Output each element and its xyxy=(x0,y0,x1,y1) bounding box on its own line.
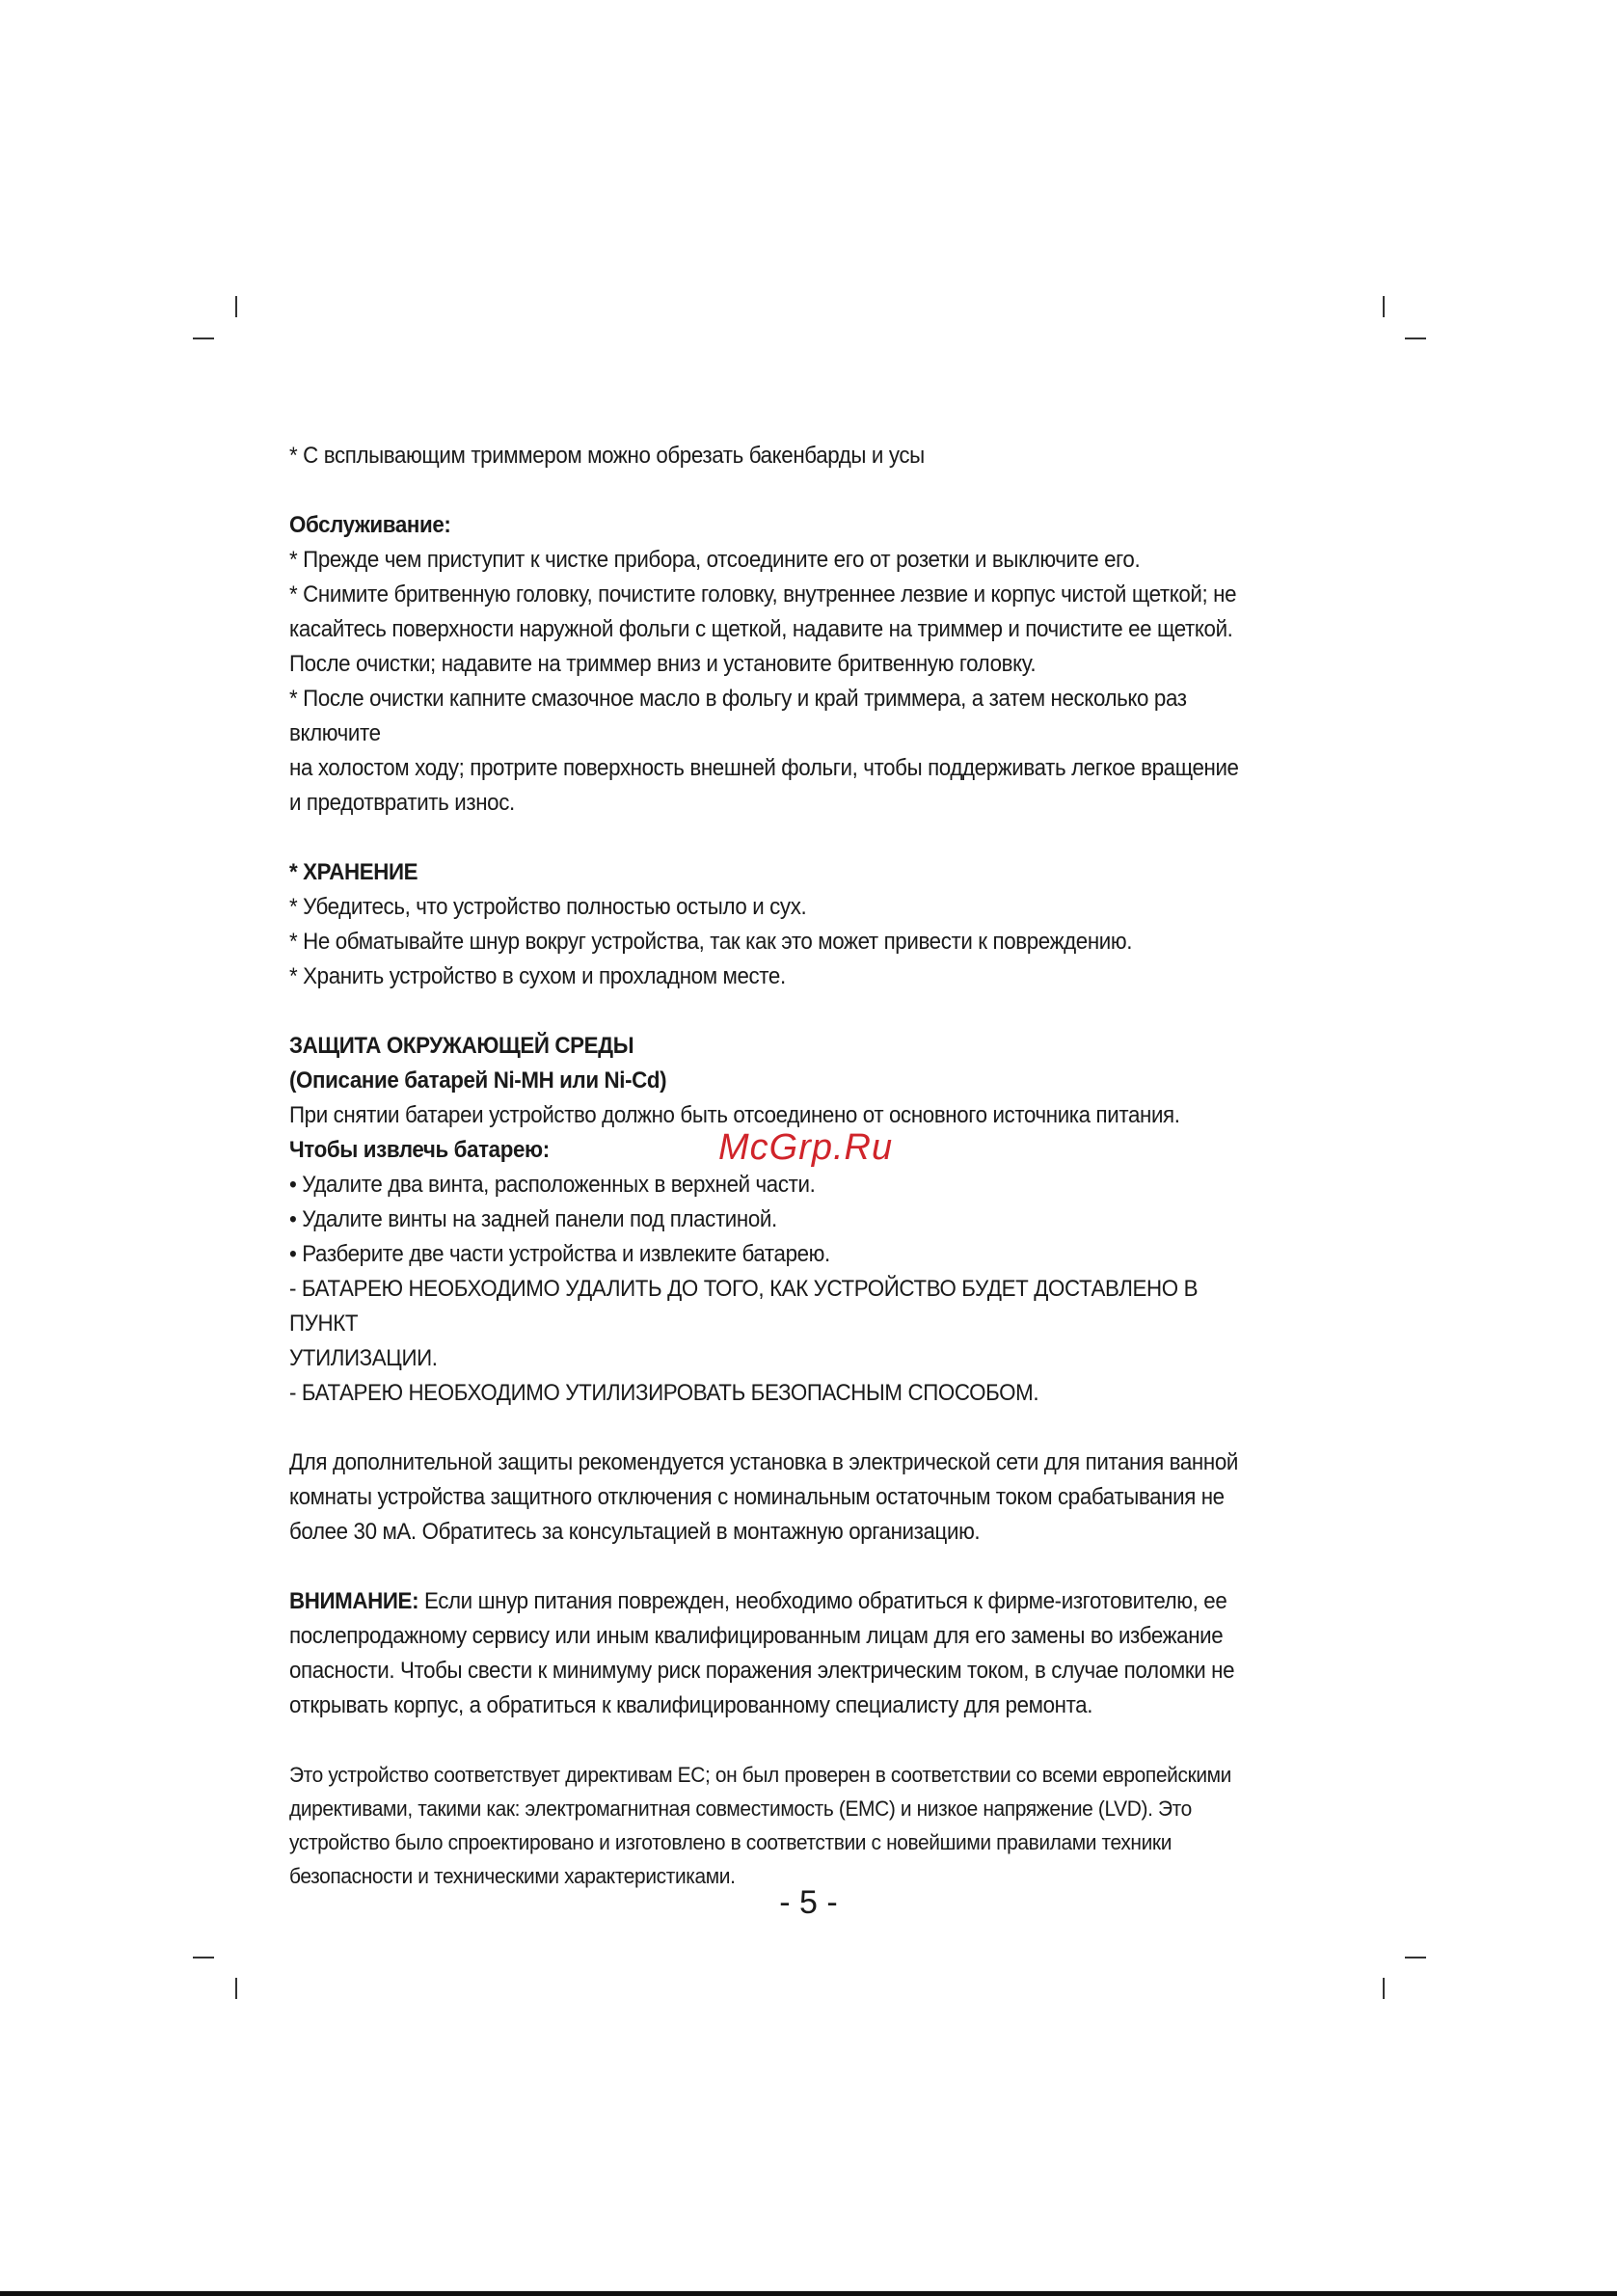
crop-mark-bottom-right-horizontal xyxy=(1405,1957,1426,1958)
attention-line: послепродажному сервису или иным квалифицированным лицам для его замены во избежание xyxy=(289,1623,1224,1649)
attention-line: опасности. Чтобы свести к минимуму риск поражения электрическим током, в случае поломки не xyxy=(289,1658,1235,1684)
maintenance-line: * После очистки капните смазочное масло в фольгу и край триммера, а затем несколько раз включите xyxy=(289,686,1187,746)
environment-subheading: (Описание батарей Ni-MH или Ni-Cd) xyxy=(289,1067,667,1094)
protection-line: комнаты устройства защитного отключения с номинальным остаточным током срабатывания не xyxy=(289,1484,1225,1510)
crop-mark-top-right-vertical xyxy=(1383,296,1385,317)
storage-section xyxy=(289,855,1257,994)
maintenance-line: и предотвратить износ. xyxy=(289,790,515,816)
compliance-section xyxy=(289,1758,1257,1893)
maintenance-line: * Прежде чем приступит к чистке прибора, отсоедините его от розетки и выключите его. xyxy=(289,547,1141,573)
attention-line: открывать корпус, а обратиться к квалифицированному специалисту для ремонта. xyxy=(289,1692,1093,1718)
storage-heading: * ХРАНЕНИЕ xyxy=(289,859,418,885)
environment-intro: При снятии батареи устройство должно быть отсоединено от основного источника питания. xyxy=(289,1102,1180,1128)
attention-first-text: Если шнур питания поврежден, необходимо обратиться к фирме-изготовителю, ее xyxy=(418,1588,1227,1614)
crop-mark-bottom-right-vertical xyxy=(1383,1978,1385,1999)
maintenance-line: * Снимите бритвенную головку, почистите головку, внутреннее лезвие и корпус чистой щеткой; не xyxy=(289,581,1237,608)
battery-warning: - БАТАРЕЮ НЕОБХОДИМО УТИЛИЗИРОВАТЬ БЕЗОПАСНЫМ СПОСОБОМ. xyxy=(289,1380,1039,1406)
bottom-border xyxy=(0,2291,1617,2296)
protection-line: более 30 мА. Обратитесь за консультацией в монтажную организацию. xyxy=(289,1519,981,1545)
environment-section xyxy=(289,1029,1257,1411)
storage-line: * Хранить устройство в сухом и прохладном месте. xyxy=(289,963,786,989)
storage-line: * Убедитесь, что устройство полностью остыло и сух. xyxy=(289,894,807,920)
compliance-line: безопасности и техническими характеристиками. xyxy=(289,1864,736,1888)
compliance-line: директивами, такими как: электромагнитная совместимость (EMC) и низкое напряжение (LVD). Это xyxy=(289,1796,1192,1821)
attention-section xyxy=(289,1584,1257,1723)
attention-label: ВНИМАНИЕ: xyxy=(289,1588,419,1614)
protection-section xyxy=(289,1445,1257,1550)
battery-warning: УТИЛИЗАЦИИ. xyxy=(289,1345,438,1371)
maintenance-line: касайтесь поверхности наружной фольги с щеткой, надавите на триммер и почистите ее щеткой. xyxy=(289,616,1233,642)
crop-mark-bottom-left-vertical xyxy=(235,1978,237,1999)
crop-mark-top-left-horizontal xyxy=(193,338,214,339)
maintenance-heading: Обслуживание: xyxy=(289,512,451,538)
compliance-line: Это устройство соответствует директивам ЕС; он был проверен в соответствии со всеми европейскими xyxy=(289,1763,1232,1787)
intro-text: * С всплывающим триммером можно обрезать бакенбарды и усы xyxy=(289,443,925,469)
crop-mark-top-left-vertical xyxy=(235,296,237,317)
watermark: McGrp.Ru xyxy=(718,1127,894,1168)
maintenance-section xyxy=(289,508,1257,821)
protection-line: Для дополнительной защиты рекомендуется установка в электрической сети для питания ванной xyxy=(289,1449,1238,1475)
page-number: - 5 - xyxy=(779,1884,838,1921)
crop-mark-bottom-left-horizontal xyxy=(193,1957,214,1958)
environment-heading: ЗАЩИТА ОКРУЖАЮЩЕЙ СРЕДЫ xyxy=(289,1033,634,1059)
maintenance-line: После очистки; надавите на триммер вниз и установите бритвенную головку. xyxy=(289,651,1037,677)
remove-step: • Удалите винты на задней панели под пластиной. xyxy=(289,1206,777,1232)
attention-first-line xyxy=(289,1584,1257,1619)
remove-step: • Удалите два винта, расположенных в верхней части. xyxy=(289,1172,816,1198)
battery-warning: - БАТАРЕЮ НЕОБХОДИМО УДАЛИТЬ ДО ТОГО, КАК УСТРОЙСТВО БУДЕТ ДОСТАВЛЕНО В ПУНКТ xyxy=(289,1276,1199,1337)
remove-step: • Разберите две части устройства и извлеките батарею. xyxy=(289,1241,830,1267)
remove-battery-heading: Чтобы извлечь батарею: xyxy=(289,1137,550,1163)
storage-line: * Не обматывайте шнур вокруг устройства, так как это может привести к повреждению. xyxy=(289,929,1133,955)
crop-mark-top-right-horizontal xyxy=(1405,338,1426,339)
compliance-line: устройство было спроектировано и изготовлено в соответствии с новейшими правилами техники xyxy=(289,1830,1172,1854)
maintenance-line: на холостом ходу; протрите поверхность внешней фольги, чтобы поддерживать легкое вращение xyxy=(289,755,1239,781)
